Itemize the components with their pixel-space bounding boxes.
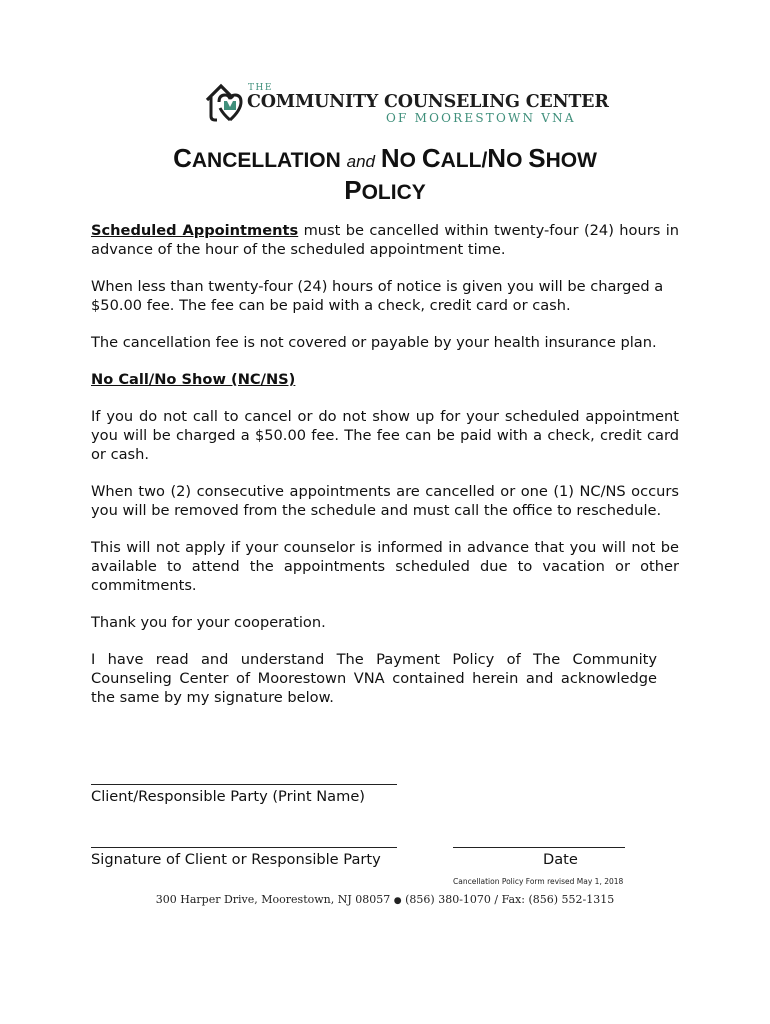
footer-address: 300 Harper Drive, Moorestown, NJ 08057 [155,893,391,906]
acknowledgement-paragraph: I have read and understand The Payment Policy of The Community Counseling Center of Moorestown VNA contained herein and acknowledge the same by my signature below. [91,651,657,706]
page-title-line-1: CANCELLATION and NO CALL/NO SHOW [173,143,597,173]
late-notice-fee-paragraph: When less than twenty-four (24) hours of notice is given you will be charged a $50.00 fee. The fee can be paid with a check, credit card or cash. [91,278,664,314]
revision-note: Cancellation Policy Form revised May 1, 2018 [453,877,624,886]
ncns-fee-paragraph: If you do not call to cancel or do not show up for your scheduled appointment you will be charged a $50.00 fee. The fee can be paid with a check, credit card or cash. [91,408,679,463]
insurance-paragraph: The cancellation fee is not covered or payable by your health insurance plan. [91,334,657,351]
signature-label: Signature of Client or Responsible Party [91,851,381,868]
print-name-line[interactable] [91,784,397,785]
signature-line[interactable] [91,847,397,848]
logo-organization-name: COMMUNITY COUNSELING CENTER [247,92,609,112]
footer-bullet: ● [393,896,402,906]
removal-paragraph: When two (2) consecutive appointments are cancelled or one (1) NC/NS occurs you will be removed from the schedule and must call the office to reschedule. [91,483,679,519]
ncns-heading: No Call/No Show (NC/NS) [91,371,296,388]
logo-organization-subtitle: OF MOORESTOWN VNA [386,111,576,125]
date-line[interactable] [453,847,625,848]
ncns-heading-paragraph [91,370,679,389]
footer-phone-fax: (856) 380-1070 / Fax: (856) 552-1315 [405,893,615,906]
date-label: Date [543,851,578,868]
organization-logo [203,80,609,130]
thank-you-paragraph: Thank you for your cooperation. [91,614,326,631]
house-heart-logo-icon [203,80,243,124]
footer-contact [0,893,770,906]
exception-paragraph: This will not apply if your counselor is informed in advance that you will not be available to attend the appointments scheduled due to vacation or other commitments. [91,539,679,594]
scheduled-appointments-heading: Scheduled Appointments [91,222,299,239]
scheduled-appointments-paragraph: Scheduled Appointments must be cancelled within twenty-four (24) hours in advance of the hour of the scheduled appointment time. [91,222,680,258]
print-name-label: Client/Responsible Party (Print Name) [91,788,366,805]
page-title-line-2: POLICY [344,175,426,205]
policy-body [91,221,679,725]
logo-the-text: THE [248,83,273,93]
